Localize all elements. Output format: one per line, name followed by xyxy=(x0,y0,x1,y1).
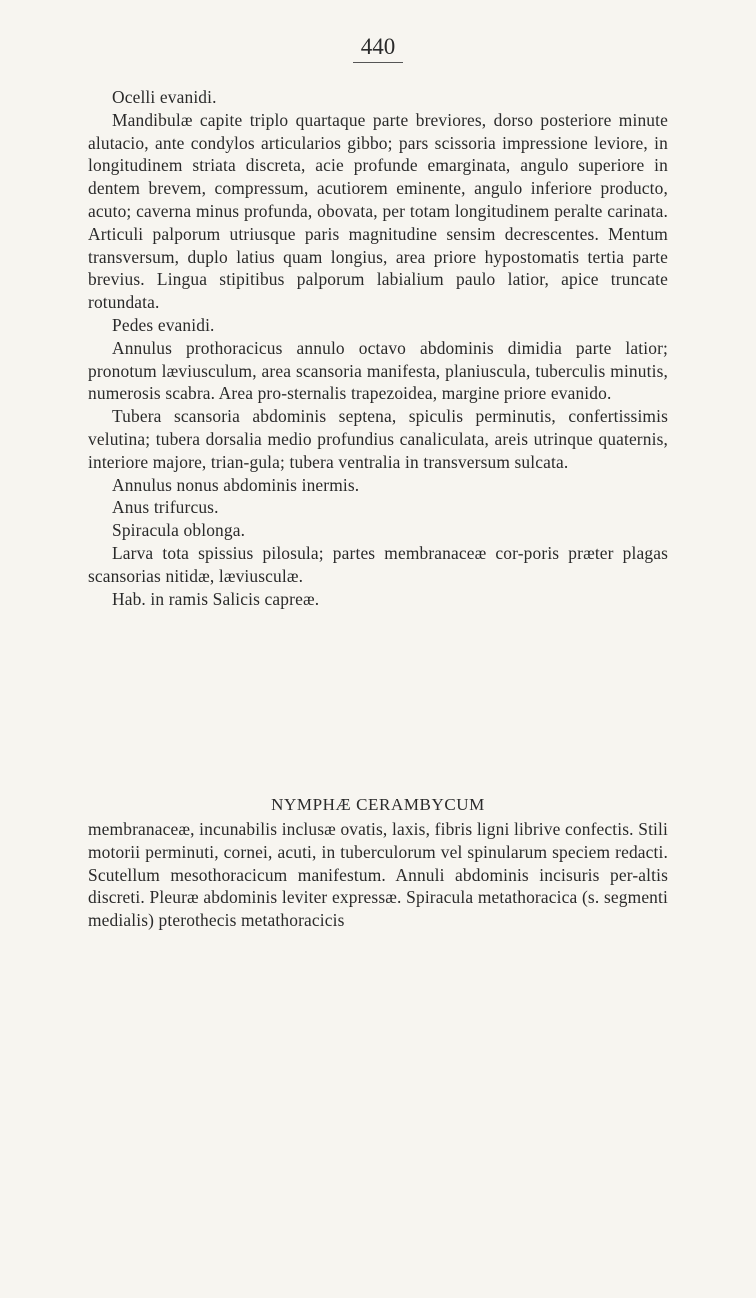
paragraph-pedes: Pedes evanidi. xyxy=(112,314,215,335)
paragraph-spiracula: Spiracula oblonga. xyxy=(112,520,246,541)
paragraph-annulus-prothoracicus: Annulus prothoracicus annulo octavo abdominis dimidia parte latior; pronotum læviusculum, area scansoria manifesta, planiuscula, tuberculis minutis, numerosis scabra. Area pro-sternalis trapezoidea, margine priore evanido. xyxy=(88,337,668,404)
paragraph-larva: Larva tota spissius pilosula; partes membranaceæ cor-poris præter plagas scansorias nitidæ, læviusculæ. xyxy=(88,542,668,586)
section-text-block xyxy=(88,818,668,932)
paragraph-ocelli: Ocelli evanidi. xyxy=(112,87,217,107)
page-number-text: 440 xyxy=(353,34,404,63)
paragraph-nymphae: membranaceæ, incunabilis inclusæ ovatis, laxis, fibris ligni librive confectis. Stili motorii perminuti, cornei, acuti, in tuberculorum vel spinularum speciem redacti. Scutellum mesothoracicum manifestum. Annuli abdominis incisuris per-altis discreti. Pleuræ abdominis leviter expressæ. Spiracula metathoracica (s. segmenti medialis) pterothecis metathoracicis xyxy=(88,819,668,931)
main-text-block xyxy=(88,86,668,610)
paragraph-mandibulae: Mandibulæ capite triplo quartaque parte breviores, dorso posteriore minute alutacio, ante condylos articularios gibbo; pars scissoria impressione leviore, in longitudinem striata discreta, acie profunde emarginata, angulo superiore in dentem brevem, compressum, acutiorem eminente, angulo inferiore producto, acuto; caverna minus profunda, obovata, per totam longitudinem peralte carinata. Articuli palporum utriusque paris magnitudine sensim decrescentes. Mentum transversum, duplo latius quam longius, area priore hypostomatis tertia parte brevius. Lingua stipitibus palporum labialium paulo latior, apice truncate rotundata. xyxy=(88,109,668,313)
paragraph-tubera-scansoria: Tubera scansoria abdominis septena, spiculis perminutis, confertissimis velutina; tubera dorsalia medio profundius canaliculata, areis utrinque quaternis, interiore majore, trian-gula; tubera ventralia in transversum sulcata. xyxy=(88,406,668,472)
section-heading: NYMPHÆ CERAMBYCUM xyxy=(271,795,485,814)
paragraph-annulus-nonus: Annulus nonus abdominis inermis. xyxy=(112,474,360,495)
page-number xyxy=(0,34,756,63)
paragraph-habitat: Hab. in ramis Salicis capreæ. xyxy=(112,588,320,609)
paragraph-anus: Anus trifurcus. xyxy=(112,497,219,518)
